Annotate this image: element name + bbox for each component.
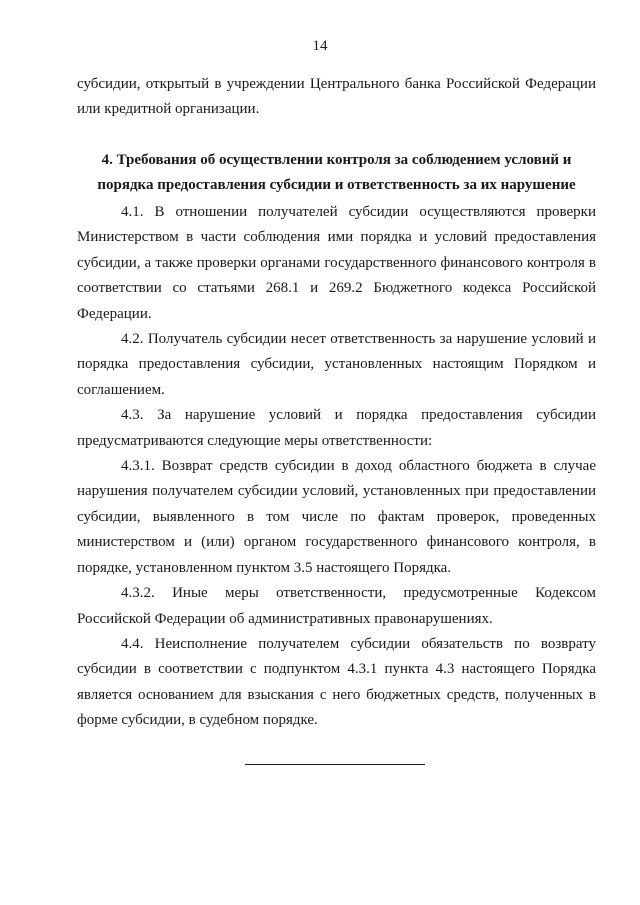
- section-title: 4. Требования об осуществлении контроля за соблюдением условий и порядка предоставления субсидии и ответственность за их нарушение: [97, 152, 576, 194]
- paragraph-4-4: 4.4. Неисполнение получателем субсидии обязательств по возврату субсидии в соответствии с подпунктом 4.3.1 пункта 4.3 настоящего Порядка является основанием для взыскания с него бюджетных средств, полученных в форме субсидии, в судебном порядке.: [77, 635, 596, 729]
- paragraph-4-3-2: 4.3.2. Иные меры ответственности, предусмотренные Кодексом Российской Федерации об административных правонарушениях.: [77, 585, 596, 627]
- intro-paragraph: субсидии, открытый в учреждении Центрального банка Российской Федерации или кредитной организации.: [77, 76, 596, 118]
- section-body: [77, 200, 596, 734]
- paragraph-4-2: 4.2. Получатель субсидии несет ответственность за нарушение условий и порядка предоставления субсидии, установленных настоящим Порядком и соглашением.: [77, 331, 596, 398]
- end-divider-line: [245, 764, 425, 765]
- paragraph-4-3-1: 4.3.1. Возврат средств субсидии в доход областного бюджета в случае нарушения получателем субсидии условий, установленных при предоставлении субсидии, выявленного в том числе по фактам проверок, проведенных министерством и (или) органом государственного финансового контроля, в порядке, установленном пунктом 3.5 настоящего Порядка.: [77, 458, 596, 576]
- intro-block: [77, 72, 596, 123]
- paragraph-4-1: 4.1. В отношении получателей субсидии осуществляются проверки Министерством в части соблюдения ими порядка и условий предоставления субсидии, а также проверки органами государственного финансового контроля в соответствии со статьями 268.1 и 269.2 Бюджетного кодекса Российской Федерации.: [77, 204, 596, 322]
- paragraph-4-3: 4.3. За нарушение условий и порядка предоставления субсидии предусматриваются следующие меры ответственности:: [77, 407, 596, 449]
- page-number: 14: [312, 38, 328, 54]
